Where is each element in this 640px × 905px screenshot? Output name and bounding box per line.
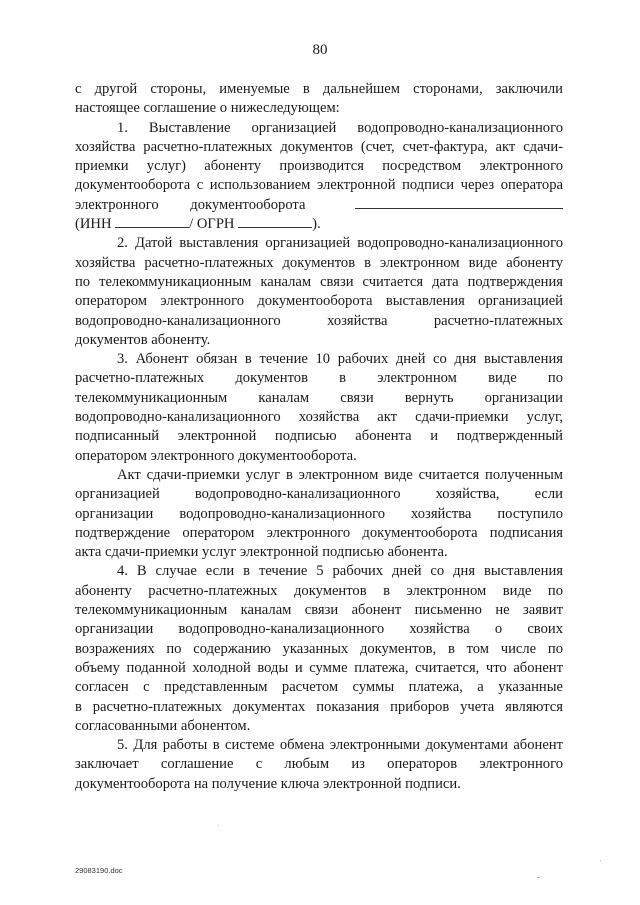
text-line: (ИНН / ОГРН ). [75,216,321,233]
text-line: абоненту расчетно-платежных документов в электронном виде по [75,582,563,599]
text-line: подтверждение оператором электронного документооборота подписания [75,524,563,541]
text-line: организации водопроводно-канализационного хозяйства поступило [75,505,563,522]
text-line: расчетно-платежных документов в электронном виде по [75,370,563,387]
text-line: 3. Абонент обязан в течение 10 рабочих дней со дня выставления [117,351,563,368]
paragraph-3b [75,466,563,562]
text-line: хозяйства расчетно-платежных документов в электронном виде абоненту [75,254,563,271]
text-line: возражениях по содержанию указанных документов, в том числе по [75,640,563,657]
text-line: 4. В случае если в течение 5 рабочих дней со дня выставления [117,563,563,580]
text-line: 2. Датой выставления организацией водопроводно-канализационного [117,235,563,252]
scan-speck [537,877,540,878]
text-line: телекоммуникационным каналам связи вернуть организации [75,389,563,406]
document-body [75,80,563,794]
text-line: акта сдачи-приемки услуг электронной подписью абонента. [75,544,448,561]
scan-speck [218,825,219,826]
text-line: оператором электронного документооборота. [75,447,357,464]
text-line: хозяйства расчетно-платежных документов (счет, счет-фактура, акт сдачи- [75,138,563,155]
intro-paragraph [75,80,563,119]
text-line: документооборота на получение ключа электронной подписи. [75,775,461,792]
paragraph-2 [75,234,563,350]
text-line: оператором электронного документооборота выставления организацией [75,293,563,310]
text-line: заключает соглашение с любым из операторов электронного [75,756,563,773]
text-line: телекоммуникационным каналам связи абонент письменно не заявит [75,602,563,619]
text-line: согласованными абонентом. [75,717,251,734]
paragraph-1 [75,119,563,235]
file-name-footer: 29083190.doc [75,866,123,875]
text-line: организацией водопроводно-канализационного хозяйства, если [75,486,563,503]
paragraph-5 [75,736,563,794]
text-line: согласен с представленным расчетом суммы платежа, а указанные [75,679,563,696]
text-line: водопроводно-канализационного хозяйства акт сдачи-приемки услуг, [75,409,563,426]
text-line: документов абоненту. [75,331,211,348]
text-line: объему поданной холодной воды и сумме платежа, считается, что абонент [75,659,563,676]
text-line: настоящее соглашение о нижеследующем: [75,100,340,117]
text-line: документооборота с использованием электронной подписи через оператора [75,177,563,194]
text-line: с другой стороны, именуемые в дальнейшем сторонами, заключили [75,81,563,97]
text-line: по телекоммуникационным каналам связи считается дата подтверждения [75,273,563,290]
text-line: водопроводно-канализационного хозяйства расчетно-платежных [75,312,563,329]
text-line: электронного документооборота [75,196,563,215]
operator-name-blank [355,196,563,209]
text-line: 1. Выставление организацией водопроводно-канализационного [117,119,563,136]
text-line: приемки услуг) абоненту производится посредством электронного [75,158,563,175]
ogrn-blank [238,215,312,228]
paragraph-4 [75,562,563,736]
text-line: Акт сдачи-приемки услуг в электронном виде считается полученным [117,466,563,483]
inn-blank [115,215,189,228]
text-line: подписанный электронной подписью абонента и подтвержденный [75,428,563,445]
paragraph-3 [75,350,563,466]
text-line: 5. Для работы в системе обмена электронными документами абонент [117,737,563,754]
text-line: в расчетно-платежных документах показания приборов учета являются [75,698,563,715]
text-line: организации водопроводно-канализационного хозяйства о своих [75,621,563,638]
page-number: 80 [312,42,328,58]
scan-speck [600,860,601,861]
